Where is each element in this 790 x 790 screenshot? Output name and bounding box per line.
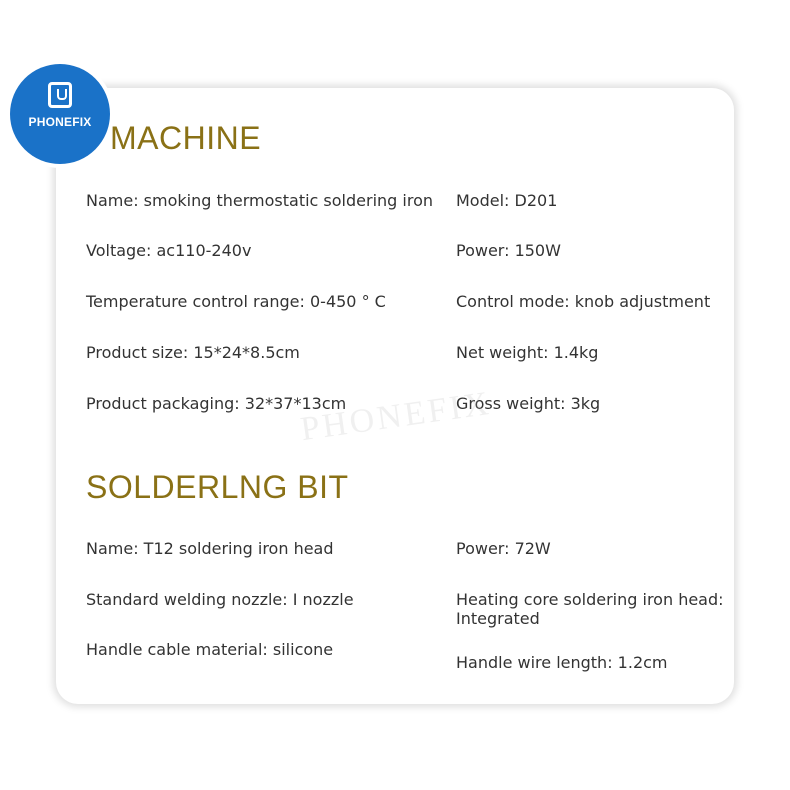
machine-spec-voltage: Voltage: ac110-240v bbox=[86, 241, 252, 260]
bit-heading: SOLDERLNG BIT bbox=[86, 469, 349, 505]
machine-spec-model: Model: D201 bbox=[456, 191, 558, 210]
machine-spec-control-mode: Control mode: knob adjustment bbox=[456, 292, 711, 311]
machine-spec-power: Power: 150W bbox=[456, 241, 561, 260]
phonefix-logo bbox=[10, 64, 110, 164]
phone-icon bbox=[48, 82, 72, 108]
bit-spec-power: Power: 72W bbox=[456, 539, 551, 558]
bit-spec-wire-length: Handle wire length: 1.2cm bbox=[456, 653, 668, 672]
bit-spec-cable-material: Handle cable material: silicone bbox=[86, 640, 334, 659]
machine-spec-name: Name: smoking thermostatic soldering iron bbox=[86, 191, 434, 210]
bit-spec-name: Name: T12 soldering iron head bbox=[86, 539, 334, 558]
watermark: PHONEFIX bbox=[298, 384, 494, 449]
bit-spec-nozzle: Standard welding nozzle: I nozzle bbox=[86, 590, 354, 609]
machine-spec-gross-weight: Gross weight: 3kg bbox=[456, 394, 601, 413]
machine-spec-packaging: Product packaging: 32*37*13cm bbox=[86, 394, 347, 413]
machine-spec-temperature: Temperature control range: 0-450 ° C bbox=[86, 292, 386, 311]
machine-heading: MACHINE bbox=[110, 120, 262, 156]
machine-spec-size: Product size: 15*24*8.5cm bbox=[86, 343, 300, 362]
logo-wordmark: PHONEFIX bbox=[28, 115, 92, 129]
bit-spec-heating-core: Heating core soldering iron head: Integrated bbox=[456, 590, 724, 628]
machine-spec-net-weight: Net weight: 1.4kg bbox=[456, 343, 599, 362]
